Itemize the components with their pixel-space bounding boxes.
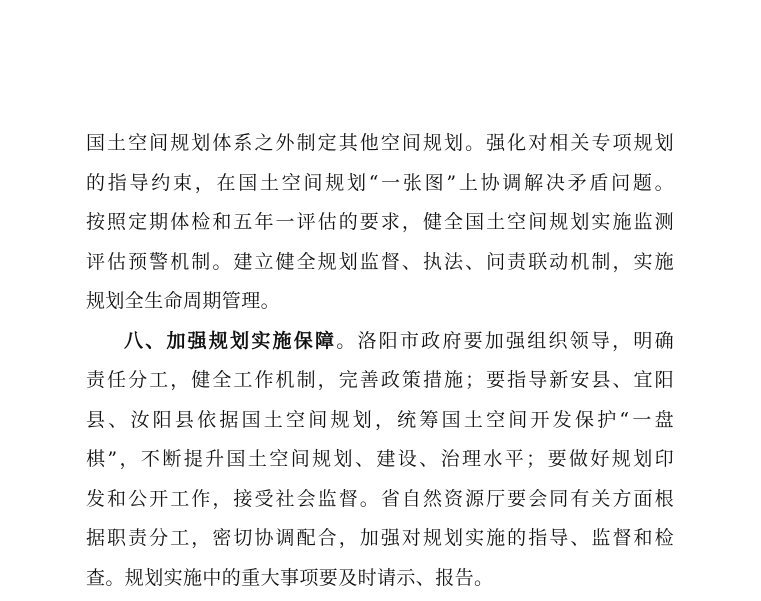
section-heading: 八、加强规划实施保障 [124, 329, 337, 352]
paragraph-implementation-guarantee [86, 322, 674, 599]
paragraph-heading-line [86, 322, 674, 362]
text-line: 查。规划实施中的重大事项要及时请示、报告。 [86, 566, 494, 589]
text-line: 国土空间规划体系之外制定其他空间规划。强化对相关专项规划 [86, 132, 674, 154]
heading-line-text: 。洛阳市政府要加强组织领导，明确 [336, 329, 674, 352]
text-line: 评估预警机制。建立健全规划监督、执法、问责联动机制，实施 [86, 250, 674, 273]
text-line: 据职责分工，密切协调配合，加强对规划实施的指导、监督和检 [86, 527, 674, 549]
text-line: 规划全生命周期管理。 [86, 290, 281, 312]
paragraph-planning-system [86, 124, 674, 322]
text-line: 发和公开工作，接受社会监督。省自然资源厅要会同有关方面根 [86, 487, 674, 510]
document-body [86, 124, 674, 598]
text-line: 责任分工，健全工作机制，完善政策措施；要指导新安县、宜阳 [86, 369, 674, 391]
text-line: 按照定期体检和五年一评估的要求，健全国土空间规划实施监测 [86, 211, 674, 233]
text-line: 县、汝阳县依据国土空间规划，统筹国土空间开发保护“一盘 [86, 408, 674, 431]
text-line: 棋”，不断提升国土空间规划、建设、治理水平；要做好规划印 [86, 448, 674, 470]
text-line: 的指导约束，在国土空间规划“一张图”上协调解决矛盾问题。 [86, 171, 674, 194]
